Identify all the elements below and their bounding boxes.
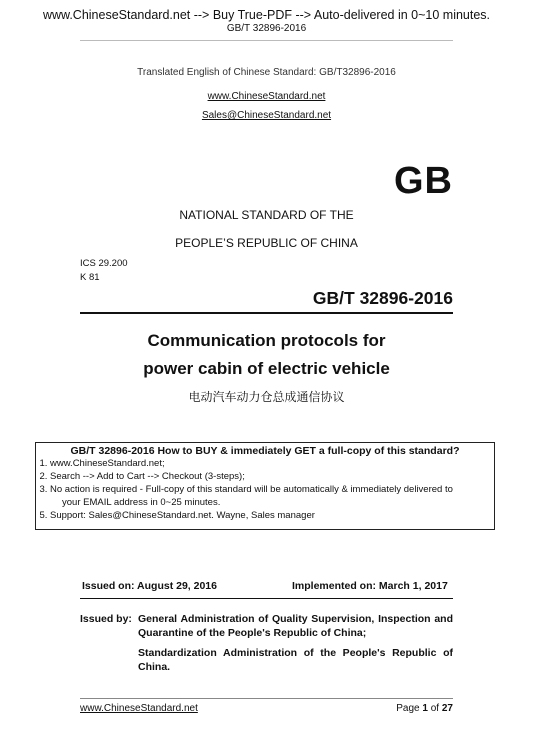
header-divider: [80, 40, 453, 41]
issued-by-block: [80, 612, 453, 674]
top-banner-text: www.ChineseStandard.net --> Buy True-PDF --> Auto-delivered in 0~10 minutes.: [42, 8, 491, 22]
buy-info-box: [35, 442, 495, 530]
buy-step-3: 3. No action is required - Full-copy of this standard will be automatically & immediately delivered to: [50, 483, 494, 496]
buy-box-heading: GB/T 32896-2016 How to BUY & immediately GET a full-copy of this standard?: [70, 445, 460, 457]
buy-step-4: 5. Support: Sales@ChineseStandard.net. Wayne, Sales manager: [50, 509, 494, 522]
title-line2: power cabin of electric vehicle: [143, 359, 390, 378]
issuer-org-1: General Administration of Quality Supervision, Inspection and Quarantine of the People's Republic of China;: [138, 613, 453, 639]
issuer-org-2: Standardization Administration of the People's Republic of China.: [138, 647, 453, 673]
page-of: of: [427, 703, 442, 714]
page-current: 1: [422, 703, 428, 714]
ics-code: ICS 29.200: [80, 258, 128, 269]
email-link[interactable]: Sales@ChineseStandard.net: [201, 110, 332, 121]
issued-date: Issued on: August 29, 2016: [82, 580, 217, 592]
buy-step-2: 2. Search --> Add to Cart --> Checkout (3-steps);: [50, 470, 494, 483]
dates-divider: [80, 598, 453, 599]
footer-website-link[interactable]: www.ChineseStandard.net: [80, 703, 198, 714]
header-standard-number: GB/T 32896-2016: [226, 23, 307, 34]
page-total: 27: [441, 703, 453, 714]
translation-note: Translated English of Chinese Standard: GB/T32896-2016: [137, 67, 396, 78]
title-line1: Communication protocols for: [147, 331, 386, 350]
website-link[interactable]: www.ChineseStandard.net: [207, 91, 326, 102]
buy-step-3-continuation: your EMAIL address in 0~25 minutes.: [62, 497, 221, 508]
gb-logo: GB: [394, 160, 453, 202]
buy-step-1: 1. www.ChineseStandard.net;: [50, 457, 494, 470]
page-indicator: [396, 703, 453, 714]
national-standard-line2: PEOPLE’S REPUBLIC OF CHINA: [175, 236, 358, 250]
implemented-date: Implemented on: March 1, 2017: [292, 580, 448, 592]
page-label: Page: [396, 703, 423, 714]
title-divider: [80, 312, 453, 314]
issued-by-label: Issued by:: [80, 613, 132, 625]
national-standard-line1: NATIONAL STANDARD OF THE: [179, 208, 354, 222]
ccs-code: K 81: [80, 272, 100, 283]
chinese-title: 电动汽车动力仓总成通信协议: [188, 390, 345, 404]
buy-steps-list: [36, 457, 494, 522]
standard-number: GB/T 32896-2016: [312, 288, 453, 308]
footer-divider: [80, 698, 453, 699]
